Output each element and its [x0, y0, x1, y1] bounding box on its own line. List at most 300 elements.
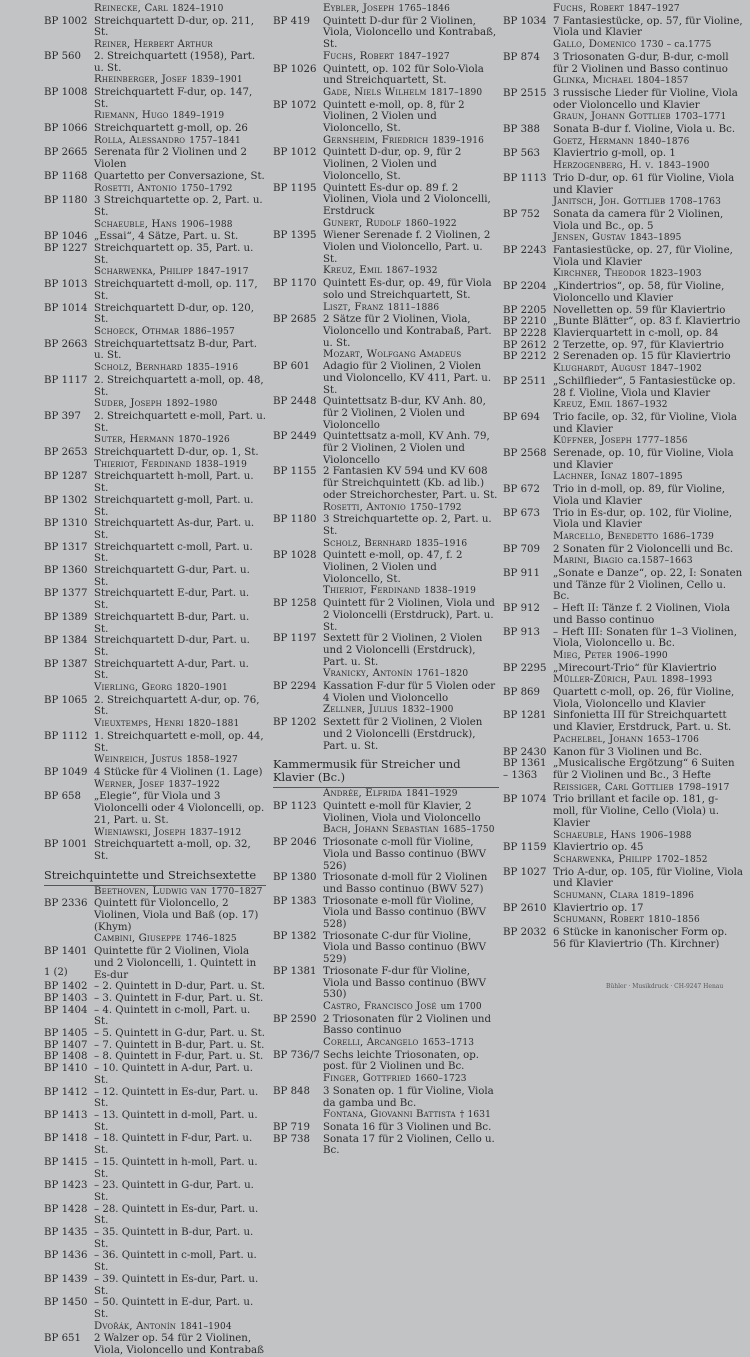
- catalog-number: BP 1439: [44, 1273, 88, 1285]
- work-title: Trio facile, op. 32, für Violine, Viola und Klavier: [553, 411, 737, 435]
- work-title: Quintett Es-dur op. 89 f. 2 Violinen, Viola und 2 Violoncelli, Erstdruck: [323, 182, 491, 217]
- work-title: – 23. Quintett in G-dur, Part. u. St.: [94, 1180, 254, 1203]
- catalog-number: BP 2228: [503, 327, 547, 339]
- composer-name: [503, 363, 743, 376]
- catalog-item: [503, 124, 743, 136]
- composer-name-text: Wieniawski, Joseph: [94, 826, 186, 838]
- catalog-item: [44, 123, 266, 135]
- composer-name-text: Scholz, Bernhard: [323, 537, 412, 549]
- catalog-item: [273, 278, 499, 301]
- catalog-number: BP 1401: [44, 946, 88, 958]
- catalog-number: BP 1202: [273, 717, 317, 729]
- catalog-item: [503, 412, 743, 435]
- composer-name-text: Glinka, Michael: [553, 75, 633, 87]
- composer-dates: 1811–1886: [387, 302, 440, 313]
- work-title: Quintett für Violoncello, 2 Violinen, Viola und Baß (op. 17) (Khym): [94, 898, 259, 933]
- composer-name: [503, 531, 743, 544]
- work-title: 3 Sonaten op. 1 für Violine, Viola da gamba und Bc.: [323, 1085, 494, 1109]
- composer-name-text: Dvořák, Antonín: [94, 1320, 177, 1332]
- catalog-number: BP 1012: [273, 147, 317, 159]
- composer-name-text: Weinreich, Justus: [94, 754, 183, 766]
- composer-name-text: Zellner, Julius: [323, 704, 398, 716]
- work-title: „Sonate e Danze“, op. 22, I: Sonaten und Tänze für 2 Violinen, Cello u. Bc.: [553, 568, 743, 603]
- catalog-item: [503, 376, 743, 399]
- catalog-number: BP 419: [273, 15, 311, 27]
- catalog-number: BP 1317: [44, 541, 88, 553]
- work-title: Klaviertrio op. 17: [553, 902, 644, 914]
- composer-name-text: Pachelbel, Johann: [553, 733, 644, 745]
- composer-name-text: Mieg, Peter: [553, 649, 613, 661]
- composer-dates: 1847–1917: [196, 267, 249, 278]
- catalog-item: [44, 243, 266, 266]
- catalog-item: [503, 52, 743, 75]
- composer-name-text: Schaeuble, Hans: [94, 218, 177, 230]
- composer-dates: 1798–1917: [677, 782, 730, 793]
- catalog-number: BP 911: [503, 568, 541, 580]
- catalog-item: [44, 731, 266, 754]
- catalog-number: BP 2653: [44, 447, 88, 459]
- catalog-item: [44, 1333, 266, 1356]
- catalog-item: [503, 316, 743, 328]
- catalog-number: BP 1384: [44, 635, 88, 647]
- composer-name: [44, 135, 266, 148]
- work-title: Trio in d-moll, op. 89, für Violine, Viola und Klavier: [553, 484, 726, 507]
- composer-name-text: Schumann, Clara: [553, 890, 639, 902]
- composer-name: [503, 854, 743, 867]
- composer-dates: 1820–1901: [176, 683, 228, 694]
- work-title: Sextett für 2 Violinen, 2 Violen und 2 Violoncelli (Erstdruck), Part. u. St.: [323, 717, 483, 752]
- catalog-item: [44, 1157, 266, 1180]
- catalog-number: BP 1074: [503, 794, 547, 806]
- catalog-item: [44, 1274, 266, 1297]
- composer-dates: 1686–1739: [662, 531, 715, 542]
- composer-name-text: Graun, Johann Gottlieb: [553, 111, 671, 123]
- composer-name: [44, 682, 266, 695]
- composer-name-text: Kreuz, Emil: [553, 399, 612, 411]
- composer-name: [273, 3, 499, 16]
- catalog-item: [273, 466, 499, 501]
- composer-dates: 1858–1927: [186, 755, 238, 766]
- catalog-item: [44, 659, 266, 682]
- composer-name-text: Küffner, Joseph: [553, 435, 632, 447]
- section-heading: Kammermusik für Streicher und Klavier (Bc.): [273, 758, 499, 788]
- catalog-number: BP 1428: [44, 1203, 88, 1215]
- work-title: „Bunte Blätter“, op. 83 f. Klaviertrio: [553, 316, 741, 328]
- catalog-number: BP 1180: [44, 195, 88, 207]
- catalog-item: [44, 1040, 266, 1052]
- composer-dates: 1870–1926: [178, 435, 230, 446]
- composer-dates: 1702–1852: [655, 854, 708, 865]
- work-title: Triosonate c-moll für Violine, Viola und Basso continuo (BWV 526): [323, 837, 486, 872]
- work-title: Quintett Es-dur, op. 49, für Viola solo und Streichquartett, St.: [323, 278, 492, 301]
- composer-name-text: Klughardt, August: [553, 363, 647, 375]
- composer-name-text: Scharwenka, Philipp: [553, 853, 652, 865]
- composer-dates: 1839–1901: [191, 75, 243, 86]
- composer-name: [273, 704, 499, 717]
- catalog-item: [44, 195, 266, 218]
- composer-name-text: Fontana, Giovanni Battista: [323, 1109, 456, 1121]
- catalog-number: BP 1117: [44, 374, 88, 386]
- work-title: – 18. Quintett in F-dur, Part. u. St.: [94, 1133, 253, 1157]
- catalog-item: [44, 767, 266, 779]
- work-title: 2 Walzer op. 54 für 2 Violinen, Viola, Violoncello und Kontrabaß: [94, 1333, 264, 1357]
- composer-name-text: Scholz, Bernhard: [94, 362, 183, 374]
- composer-dates: 1838–1919: [424, 586, 476, 597]
- catalog-number: BP 1049: [44, 767, 88, 778]
- catalog-item: [503, 305, 743, 317]
- work-title: – 13. Quintett in d-moll, Part. u. St.: [94, 1109, 258, 1133]
- catalog-number: BP 1281: [503, 710, 547, 722]
- catalog-number: BP 1407: [44, 1039, 88, 1051]
- composer-dates: 1820–1881: [187, 719, 240, 730]
- catalog-number: BP 658: [44, 791, 82, 803]
- catalog-item: [273, 801, 499, 824]
- catalog-item: [273, 633, 499, 668]
- composer-name: [273, 585, 499, 598]
- catalog-number: BP 1383: [273, 895, 317, 907]
- composer-name: [503, 650, 743, 663]
- work-title: Serenade, op. 10, für Violine, Viola und Klavier: [553, 448, 734, 471]
- composer-name-text: Liszt, Franz: [323, 301, 384, 313]
- catalog-item: [44, 279, 266, 302]
- composer-name-text: Castro, Francisco José: [323, 1000, 437, 1012]
- composer-dates: 1823–1903: [650, 269, 702, 280]
- composer-name-text: Mozart, Wolfgang Amadeus: [323, 349, 462, 361]
- composer-name: [273, 302, 499, 315]
- catalog-item: [503, 687, 743, 710]
- work-title: „Elegie“, für Viola und 3 Violoncelli oder 4 Violoncelli, op. 21, Part. u. St.: [94, 791, 265, 826]
- composer-name: [44, 110, 266, 123]
- catalog-item: [44, 993, 266, 1005]
- composer-name: [44, 754, 266, 767]
- work-title: Streichquartett h-moll, Part. u. St.: [94, 471, 254, 495]
- catalog-number: – 1363: [503, 770, 538, 781]
- work-title: Klaviertrio g-moll, op. 1: [553, 148, 676, 160]
- catalog-number: BP 1310: [44, 518, 88, 530]
- work-title: Streichquartett g-moll, Part. u. St.: [94, 494, 254, 518]
- work-title: Quartetto per Conversazione, St.: [94, 170, 265, 182]
- catalog-number: BP 673: [503, 507, 541, 519]
- composer-name: [503, 39, 743, 52]
- composer-name: [273, 218, 499, 231]
- composer-name: [273, 824, 499, 837]
- composer-name: [44, 3, 266, 16]
- catalog-item: [273, 598, 499, 633]
- catalog-item: [503, 867, 743, 890]
- catalog-number: BP 2568: [503, 448, 547, 460]
- catalog-number: BP 1197: [273, 633, 317, 645]
- catalog-item: [44, 147, 266, 170]
- catalog-number: BP 1113: [503, 172, 547, 184]
- composer-dates: 1708–1763: [669, 197, 721, 208]
- catalog-number: BP 1123: [273, 801, 317, 812]
- composer-name-text: Suter, Hermann: [94, 434, 175, 446]
- work-title: 2 Serenaden op. 15 für Klaviertrio: [553, 351, 731, 363]
- catalog-column-3: [503, 3, 743, 951]
- catalog-item: [273, 717, 499, 752]
- catalog-number: BP 719: [273, 1121, 311, 1133]
- composer-name-text: Suder, Joseph: [94, 398, 162, 410]
- catalog-item: [503, 88, 743, 111]
- composer-name-text: Cambini, Giuseppe: [94, 933, 182, 945]
- catalog-item: [273, 1122, 499, 1134]
- work-title: Streichquartett op. 35, Part. u. St.: [94, 243, 254, 266]
- catalog-number: BP 1302: [44, 494, 88, 506]
- composer-name-text: Kirchner, Theodor: [553, 268, 647, 280]
- work-title: Streichquartett d-moll, op. 117, St.: [94, 279, 258, 302]
- composer-dates: ca.1587–1663: [627, 556, 693, 567]
- catalog-number: BP 1046: [44, 231, 88, 243]
- work-title: – 28. Quintett in Es-dur, Part. u. St.: [94, 1203, 259, 1227]
- catalog-item: [503, 148, 743, 160]
- catalog-number: BP 601: [273, 361, 311, 373]
- work-title: Klaviertrio op. 45: [553, 842, 644, 854]
- catalog-item: [503, 903, 743, 915]
- work-title: Triosonate d-moll für 2 Violinen und Basso continuo (BWV 527): [323, 872, 488, 895]
- catalog-column-2: [273, 3, 499, 1157]
- catalog-number: BP 1072: [273, 99, 317, 111]
- catalog-item: [44, 51, 266, 74]
- work-title: Sextett für 2 Violinen, 2 Violen und 2 Violoncelli (Erstdruck), Part. u. St.: [323, 633, 483, 668]
- work-title: 2 Sonaten für 2 Violoncelli und Bc.: [553, 543, 734, 555]
- catalog-number: BP 2590: [273, 1013, 317, 1025]
- catalog-item: [273, 1050, 499, 1073]
- composer-name: [44, 326, 266, 339]
- composer-dates: 1840–1876: [637, 136, 690, 147]
- composer-name-text: Goetz, Hermann: [553, 135, 634, 147]
- composer-name: [503, 471, 743, 484]
- catalog-item: [503, 508, 743, 531]
- composer-dates: 1843–1900: [657, 161, 710, 172]
- composer-name-text: Rolla, Alessandro: [94, 134, 186, 146]
- catalog-item: [273, 64, 499, 87]
- composer-dates: 1750–1792: [180, 183, 233, 194]
- catalog-number: BP 1360: [44, 565, 88, 577]
- composer-name-text: Finger, Gottfried: [323, 1073, 411, 1085]
- work-title: Quintett e-moll für Klavier, 2 Violinen, Viola und Violoncello: [323, 801, 481, 824]
- catalog-item: [44, 1005, 266, 1028]
- catalog-item: [273, 1134, 499, 1157]
- catalog-number: BP 560: [44, 50, 82, 62]
- work-title: Sonata da camera für 2 Violinen, Viola und Bc., op. 5: [553, 208, 724, 232]
- work-title: Quintett e-moll, op. 47, f. 2 Violinen, 2 Violen und Violoncello, St.: [323, 550, 463, 585]
- catalog-item: [503, 627, 743, 650]
- catalog-number: BP 1159: [503, 842, 547, 854]
- composer-name-text: Schumann, Robert: [553, 914, 645, 926]
- catalog-number: BP 1287: [44, 471, 88, 483]
- composer-name: [503, 734, 743, 747]
- work-title: Quintett D-dur, op. 9, für 2 Violinen, 2 Violen und Violoncello, St.: [323, 147, 462, 182]
- work-title: Quintett D-dur für 2 Violinen, Viola, Violoncello und Kontrabaß, St.: [323, 15, 497, 51]
- work-title: Sechs leichte Triosonaten, op. post. für 2 Violinen und Bc.: [323, 1049, 480, 1073]
- catalog-number: BP 2295: [503, 662, 547, 674]
- composer-dates: 1750–1792: [409, 502, 462, 513]
- composer-name: [503, 75, 743, 88]
- composer-name: [44, 74, 266, 87]
- work-title: 2. Streichquartett A-dur, op. 76, St.: [94, 694, 260, 718]
- catalog-number: BP 2243: [503, 245, 547, 257]
- catalog-number: BP 912: [503, 603, 541, 615]
- composer-name-text: Reiner, Herbert Arthur: [94, 39, 213, 51]
- catalog-item: [44, 171, 266, 183]
- composer-name-text: Herzogenberg, H. v.: [553, 160, 654, 172]
- catalog-number: BP 848: [273, 1085, 311, 1097]
- catalog-item: [44, 635, 266, 658]
- composer-name-text: Thieriot, Ferdinand: [94, 458, 192, 470]
- composer-dates: 1770–1827: [210, 886, 263, 897]
- work-title: – 3. Quintett in F-dur, Part. u. St.: [94, 992, 264, 1004]
- work-title: 2. Streichquartett a-moll, op. 48, St.: [94, 374, 264, 398]
- composer-dates: 1860–1922: [405, 218, 457, 229]
- composer-dates: 1886–1957: [183, 326, 235, 337]
- catalog-number: BP 738: [273, 1133, 311, 1145]
- composer-name: [273, 502, 499, 515]
- work-title: Streichquartettsatz B-dur, Part. u. St.: [94, 338, 257, 362]
- work-title: Quintett, op. 102 für Solo-Viola und Streichquartett, St.: [323, 63, 484, 87]
- work-title: Streichquartett B-dur, Part. u. St.: [94, 611, 250, 635]
- composer-name: [503, 674, 743, 687]
- composer-name: [273, 1109, 499, 1122]
- work-title: Fantasiestücke, op. 27, für Violine, Viola und Klavier: [553, 245, 733, 268]
- work-title: – Heft II: Tänze f. 2 Violinen, Viola und Basso continuo: [553, 603, 731, 626]
- composer-dates: 1847–1902: [650, 364, 702, 375]
- work-title: – 4. Quintett in c-moll, Part. u. St.: [94, 1004, 251, 1028]
- catalog-item: [44, 1028, 266, 1040]
- work-title: Triosonate F-dur für Violine, Viola und Basso continuo (BWV 530): [323, 965, 486, 1001]
- catalog-item: [273, 550, 499, 585]
- catalog-number: BP 1405: [44, 1028, 88, 1040]
- catalog-item: [503, 351, 743, 363]
- composer-dates: 1835–1916: [415, 538, 468, 549]
- catalog-number: BP 1112: [44, 730, 88, 742]
- catalog-item: [503, 173, 743, 196]
- work-title: Sonata 16 für 3 Violinen und Bc.: [323, 1121, 492, 1133]
- composer-name-text: Janitsch, Joh. Gottlieb: [553, 196, 666, 208]
- work-title: – 50. Quintett in E-dur, Part. u. St.: [94, 1297, 254, 1320]
- composer-dates: 1832–1900: [401, 705, 454, 716]
- composer-dates: 1653–1713: [422, 1038, 475, 1049]
- catalog-number: BP 1361: [503, 758, 547, 770]
- composer-name: [44, 459, 266, 472]
- composer-name: [503, 830, 743, 843]
- catalog-item: [503, 663, 743, 675]
- catalog-number: BP 2685: [273, 314, 317, 326]
- catalog-item: [44, 303, 266, 326]
- catalog-number: BP 1403: [44, 992, 88, 1004]
- work-title: Sonata B-dur f. Violine, Viola u. Bc.: [553, 124, 736, 136]
- catalog-item: [503, 758, 743, 770]
- work-title: 2. Streichquartett (1958), Part. u. St.: [94, 50, 256, 74]
- catalog-item: [44, 565, 266, 588]
- catalog-number: BP 2449: [273, 431, 317, 443]
- catalog-item: [44, 1297, 266, 1320]
- catalog-number: BP 2448: [273, 396, 317, 408]
- work-title: – 10. Quintett in A-dur, Part. u. St.: [94, 1063, 253, 1086]
- catalog-column-1: [44, 3, 266, 1357]
- work-title: Streichquartett D-dur, Part. u. St.: [94, 635, 250, 658]
- catalog-item: [273, 396, 499, 431]
- work-title: Trio A-dur, op. 105, für Violine, Viola und Klavier: [553, 866, 743, 890]
- composer-name: [503, 136, 743, 149]
- composer-dates: 1837–1912: [189, 827, 242, 838]
- catalog-item: [44, 447, 266, 459]
- catalog-item: [503, 927, 743, 950]
- catalog-number: BP 1002: [44, 15, 88, 27]
- composer-name-text: Schaeuble, Hans: [553, 829, 636, 841]
- catalog-item: [273, 147, 499, 182]
- work-title: Serenata für 2 Violinen und 2 Violen: [94, 147, 247, 171]
- composer-dates: 1843–1895: [629, 233, 682, 244]
- catalog-number: BP 651: [44, 1333, 82, 1345]
- composer-name-text: Thieriot, Ferdinand: [323, 585, 421, 597]
- composer-name-text: Rosetti, Antonio: [94, 182, 177, 194]
- work-title: Kanon für 3 Violinen und Bc.: [553, 746, 703, 758]
- catalog-item: [273, 931, 499, 966]
- work-title: Streichquartett g-moll, op. 26: [94, 123, 248, 135]
- work-title: „Musicalische Ergötzung“ 6 Suiten: [553, 758, 735, 770]
- work-title: Quintettsatz a-moll, KV Anh. 79, für 2 Violinen, 2 Violen und Violoncello: [323, 431, 490, 466]
- catalog-item: [44, 375, 266, 398]
- work-title: Quartett c-moll, op. 26, für Violine, Viola, Violoncello und Klavier: [553, 687, 735, 710]
- catalog-number: BP 1381: [273, 965, 317, 977]
- catalog-item: [273, 966, 499, 1001]
- composer-name-text: Reissiger, Carl Gottlieb: [553, 781, 674, 793]
- catalog-item: [503, 603, 743, 626]
- catalog-number: BP 1377: [44, 588, 88, 600]
- catalog-number: BP 1412: [44, 1086, 88, 1098]
- catalog-item: [273, 681, 499, 704]
- composer-name-text: Marcello, Benedetto: [553, 530, 659, 542]
- work-title: Trio D-dur, op. 61 für Violine, Viola und Klavier: [553, 172, 735, 196]
- catalog-number: BP 1450: [44, 1297, 88, 1309]
- composer-dates: 1841–1904: [180, 1321, 232, 1332]
- work-title: 6 Stücke in kanonischer Form op. 56 für Klaviertrio (Th. Kirchner): [553, 927, 728, 950]
- composer-name-text: Riemann, Hugo: [94, 110, 169, 122]
- work-title: – 2. Quintett in D-dur, Part. u. St.: [94, 981, 265, 993]
- catalog-item: [503, 770, 743, 782]
- catalog-number: BP 1413: [44, 1109, 88, 1121]
- section-heading: Streichquintette und Streichsextette: [44, 869, 266, 886]
- work-title: „Schilflieder“, 5 Fantasiestücke op. 28 f. Violine, Viola und Klavier: [553, 375, 736, 399]
- work-title: Streichquartett c-moll, Part. u. St.: [94, 541, 253, 565]
- catalog-item: [44, 16, 266, 39]
- catalog-item: [503, 568, 743, 603]
- composer-name: [44, 434, 266, 447]
- catalog-item: [44, 612, 266, 635]
- composer-dates: 1898–1993: [660, 675, 713, 686]
- composer-name-text: Werner, Josef: [94, 778, 165, 790]
- catalog-item: [44, 1051, 266, 1063]
- catalog-number: BP 1418: [44, 1133, 88, 1145]
- catalog-number: BP 1008: [44, 86, 88, 98]
- composer-dates: 1757–1841: [189, 135, 241, 146]
- composer-name: [503, 232, 743, 245]
- catalog-item: [503, 484, 743, 507]
- composer-name-text: Lachner, Ignaz: [553, 471, 628, 483]
- composer-name: [44, 779, 266, 792]
- catalog-item: [44, 542, 266, 565]
- composer-name: [503, 160, 743, 173]
- work-title: 3 Streichquartette op. 2, Part. u. St.: [323, 514, 492, 537]
- work-title: Streichquartett D-dur, op. 1, St.: [94, 447, 259, 459]
- composer-dates: 1841–1929: [405, 789, 458, 800]
- work-title: Quintett für 2 Violinen, Viola und 2 Violoncelli (Erstdruck), Part. u. St.: [323, 598, 495, 633]
- composer-name-text: Andrée, Elfrida: [323, 788, 402, 800]
- work-title: Streichquartett D-dur, op. 211, St.: [94, 15, 254, 39]
- catalog-number: BP 1001: [44, 839, 88, 851]
- composer-name-text: Marini, Biagio: [553, 555, 624, 567]
- composer-dates: 1849–1919: [172, 111, 225, 122]
